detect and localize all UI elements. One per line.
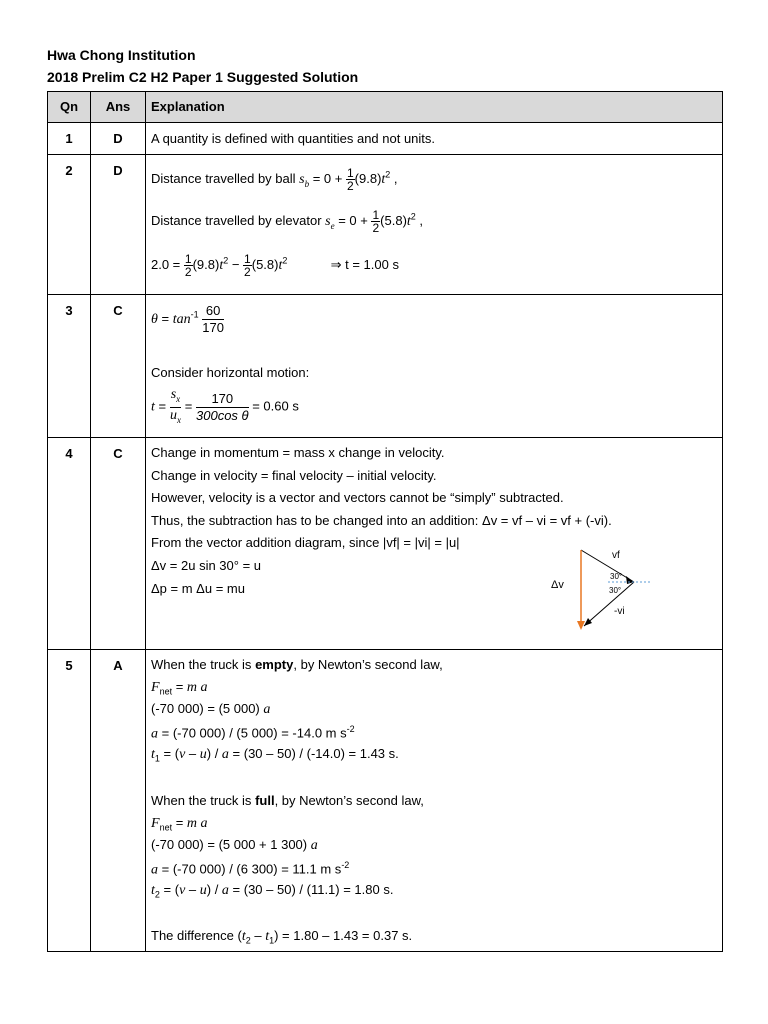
q3-theta-line: $\theta = \tan^{-1}$ $\frac{60}{170}$ — [151, 303, 224, 335]
q4-line1: Change in momentum = mass x change in velocity. — [151, 445, 445, 460]
q4-line4: Thus, the subtraction has to be changed into an addition: Δv = vf – vi = vf + (-vi). — [151, 513, 612, 528]
q5-empty-word: empty — [255, 657, 294, 672]
q5-law-text: , by Newton’s second law, — [293, 657, 443, 672]
paper-subtitle: 2018 Prelim C2 H2 Paper 1 Suggested Solution — [47, 69, 359, 85]
q5-e2-text: (-70 000) = (5 000) — [151, 701, 260, 716]
header-explanation: Explanation — [151, 99, 225, 114]
q5-f4: $t_2 = (v - u) / a = (30 - 50) / (11.1) = 1.80$ s. — [151, 882, 394, 900]
q5-difference: The difference $(t_2 - t_1) = 1.80 - 1.43 = 0.37$ s. — [151, 928, 413, 946]
q5-empty-intro-text: When the truck is — [151, 657, 252, 672]
vf-vector — [581, 550, 634, 582]
q2-ball-label: Distance travelled by ball — [151, 170, 296, 186]
q3-consider: Consider horizontal motion: — [151, 365, 310, 380]
dv-arrowhead — [577, 621, 585, 630]
ans-cell: D — [91, 123, 146, 154]
q4-line5: From the vector addition diagram, since |vf| = |vi| = |u| — [151, 535, 460, 550]
q3-result: = 0.60 s — [252, 398, 299, 414]
q5-f3-text: = (-70 000) / (6 300) = 11.1 m s — [161, 861, 342, 877]
q5-e4-text: = (30 – 50) / (-14.0) = 1.43 s. — [232, 746, 399, 761]
explanation-cell — [146, 650, 722, 951]
q2-elev-label: Distance travelled by elevator — [151, 212, 322, 228]
q5-e4: $t_1 = (v - u) / a = (30 - 50) / (-14.0) = 1.43$ s. — [151, 746, 399, 764]
explanation-cell — [146, 438, 722, 649]
vf-label: vf — [612, 550, 620, 561]
q4-line3: However, velocity is a vector and vectors cannot be “simply” subtracted. — [151, 490, 564, 505]
table-row-q5 — [48, 650, 722, 951]
angle-label-top: 30° — [610, 572, 623, 581]
ans-cell: C — [91, 295, 146, 437]
table-header-row — [48, 92, 722, 123]
q5-diff-text: = 1.80 – 1.43 = 0.37 s. — [282, 928, 413, 943]
qn-cell: 4 — [48, 438, 91, 649]
q2-elevator-line: Distance travelled by elevator $s_e = 0$ + $\frac{1}{2}$ $(5.8)t^2$ , — [151, 208, 424, 235]
explanation-cell — [146, 123, 722, 154]
q5-full-intro-text: When the truck is — [151, 793, 252, 808]
table-row-q1 — [48, 123, 722, 155]
ans-cell: D — [91, 155, 146, 294]
table-row-q3 — [48, 295, 722, 438]
q5-e3: a = (-70 000) / (5 000) = -14.0 m $s^{-2}$ — [151, 724, 355, 742]
q3-num1: 60 — [202, 303, 224, 320]
qn-cell: 3 — [48, 295, 91, 437]
q5-e3-text: = (-70 000) / (5 000) = -14.0 m s — [161, 725, 347, 741]
q4-line7: Δp = m Δu = mu — [151, 581, 245, 596]
q5-e2: (-70 000) = (5 000) a — [151, 701, 271, 717]
q5-fnet-line-2: $F_{net} = m$ a — [151, 815, 208, 833]
table-row-q2 — [48, 155, 722, 295]
institution-title: Hwa Chong Institution — [47, 47, 196, 63]
q2-result: ⇒ t = 1.00 s — [330, 256, 399, 272]
explanation-cell — [146, 295, 722, 437]
q5-fnet-line: $F_{net} = m$ a — [151, 679, 208, 697]
qn-cell: 5 — [48, 650, 91, 951]
qn-cell: 2 — [48, 155, 91, 294]
q2-equation-line: 2.0 = $\frac{1}{2}$ $(9.8)t^2$ − $\frac{1}{2}$ $(5.8)t^2$ ⇒ t = 1.00 s — [151, 252, 399, 279]
ans-cell: C — [91, 438, 146, 649]
q5-full-word: full — [255, 793, 275, 808]
q3-den2: 300cos θ — [196, 407, 249, 423]
vi-arrowhead — [584, 618, 592, 626]
q3-den1: 170 — [202, 320, 224, 335]
q5-f2: (-70 000) = (5 000 + 1 300) a — [151, 837, 318, 853]
ans-cell: A — [91, 650, 146, 951]
q5-law-text-2: , by Newton’s second law, — [274, 793, 424, 808]
q4-line6: Δv = 2u sin 30° = u — [151, 558, 262, 573]
q2-ball-line: Distance travelled by ball $s_b = 0$ + $\frac{1}{2}$ $(9.8)t^2$ , — [151, 166, 398, 193]
vi-label: -vi — [614, 606, 625, 617]
solution-table — [47, 91, 723, 952]
header-ans: Ans — [91, 92, 146, 122]
q5-f2-text: (-70 000) = (5 000 + 1 300) — [151, 837, 308, 852]
q3-time-line: t = $\frac{s_x}{u_x}$ = $\frac{170}{\text{300cos θ}}$ = 0.60 s — [151, 387, 299, 425]
q5-full-intro — [151, 793, 424, 808]
q5-f3: a = (-70 000) / (6 300) = 11.1 m $s^{-2}$ — [151, 860, 350, 878]
qn-cell: 1 — [48, 123, 91, 154]
explanation-cell — [146, 155, 722, 294]
q4-line2: Change in velocity = final velocity – initial velocity. — [151, 468, 437, 483]
q5-f4-text: = (30 – 50) / (11.1) = 1.80 s. — [232, 882, 394, 897]
q1-text: A quantity is defined with quantities and not units. — [151, 131, 436, 146]
q3-num2: 170 — [196, 391, 249, 408]
dv-label: Δv — [551, 579, 564, 591]
angle-label-bottom: 30° — [609, 586, 622, 595]
header-qn: Qn — [48, 92, 91, 122]
vector-addition-diagram — [546, 546, 671, 636]
q5-empty-intro — [151, 657, 443, 672]
table-row-q4 — [48, 438, 722, 650]
